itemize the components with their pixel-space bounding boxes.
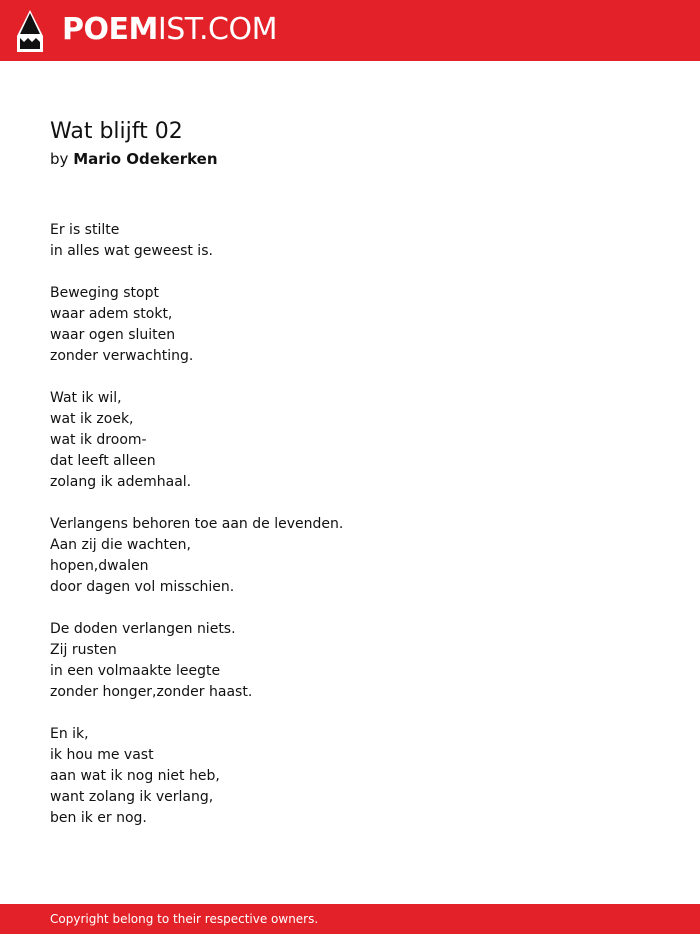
poem-line: De doden verlangen niets. bbox=[50, 621, 236, 637]
poem-line: Zij rusten bbox=[50, 642, 117, 658]
logo-bold-text: POEM bbox=[62, 12, 158, 47]
poem-stanza bbox=[50, 388, 650, 493]
poem-stanza bbox=[50, 220, 650, 262]
poem-line: want zolang ik verlang, bbox=[50, 789, 214, 805]
logo-light-text: IST.COM bbox=[157, 12, 277, 47]
poem-stanza bbox=[50, 283, 650, 367]
poem-line: zonder verwachting. bbox=[50, 348, 194, 364]
poem-line: in een volmaakte leegte bbox=[50, 663, 221, 679]
poem-line: ben ik er nog. bbox=[50, 810, 147, 826]
poem-stanza bbox=[50, 724, 650, 829]
poem-line: Aan zij die wachten, bbox=[50, 537, 191, 553]
poem-line: wat ik droom- bbox=[50, 432, 147, 448]
poem-line: aan wat ik nog niet heb, bbox=[50, 768, 220, 784]
site-logo[interactable] bbox=[62, 11, 277, 49]
poem-line: zolang ik ademhaal. bbox=[50, 474, 192, 490]
poem-line: hopen,dwalen bbox=[50, 558, 149, 574]
poem-line: Beweging stopt bbox=[50, 285, 159, 301]
poem-line: Wat ik wil, bbox=[50, 390, 122, 406]
poem-line: waar ogen sluiten bbox=[50, 327, 176, 343]
poem-line: Er is stilte bbox=[50, 222, 120, 238]
site-footer bbox=[0, 904, 700, 934]
poem-line: waar adem stokt, bbox=[50, 306, 173, 322]
poem-line: in alles wat geweest is. bbox=[50, 243, 213, 259]
poem-line: wat ik zoek, bbox=[50, 411, 134, 427]
site-header bbox=[0, 0, 700, 61]
poem-line: door dagen vol misschien. bbox=[50, 579, 235, 595]
by-label: by bbox=[50, 150, 69, 168]
pencil-tip-icon bbox=[16, 10, 44, 52]
poem-title: Wat blijft 02 bbox=[50, 119, 183, 144]
poem-line: Verlangens behoren toe aan de levenden. bbox=[50, 516, 344, 532]
copyright-text: Copyright belong to their respective owners. bbox=[50, 912, 319, 926]
poem-line: dat leeft alleen bbox=[50, 453, 156, 469]
poem-line: En ik, bbox=[50, 726, 89, 742]
poem-stanza bbox=[50, 619, 650, 703]
poem-line: ik hou me vast bbox=[50, 747, 154, 763]
poem-body bbox=[50, 220, 650, 829]
author-name[interactable]: Mario Odekerken bbox=[73, 150, 218, 168]
poem-stanza bbox=[50, 514, 650, 598]
poem-line: zonder honger,zonder haast. bbox=[50, 684, 253, 700]
poem-byline bbox=[50, 149, 650, 169]
poem-content bbox=[50, 117, 650, 850]
